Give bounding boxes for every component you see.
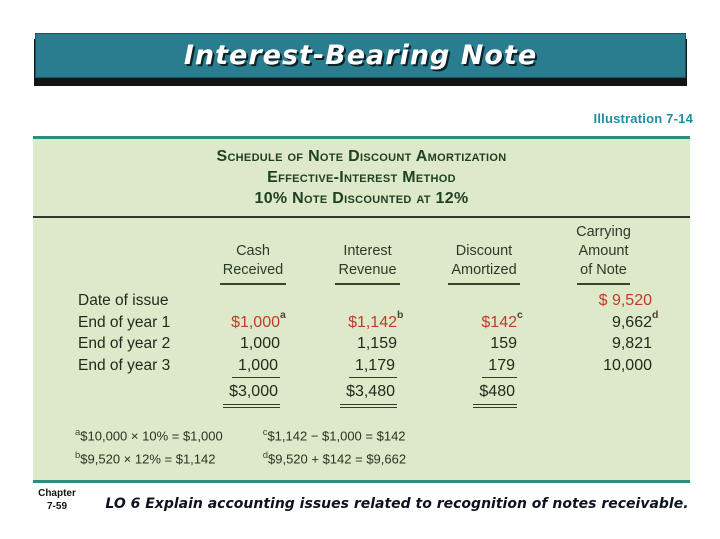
schedule-title-line3: 10% Note Discounted at 12% [254,190,469,207]
header-cash-line1: Cash [236,243,270,259]
table-row [33,333,690,355]
footnote-b [75,446,223,469]
learning-objective: LO 6 Explain accounting issues related to recognition of notes receivable. [105,496,689,512]
footnote-d-marker: d [262,449,268,461]
row-label: End of year 1 [78,313,171,331]
footnote-b-marker: b [75,449,81,461]
interest-value: $1,142 [348,313,397,331]
column-header-row [33,218,690,285]
column-header-discount [408,242,528,285]
header-discount-line1: Discount [455,243,513,259]
table-row [33,290,690,312]
carrying-value: 10,000 [603,356,652,374]
totals-row [33,381,690,408]
slide-title-banner [35,33,686,78]
footnote-a-marker: a [75,426,81,438]
footnote-d [263,446,406,469]
carrying-value: $ 9,520 [598,292,652,309]
discount-total: $480 [473,381,517,408]
chapter-label: Chapter [38,488,76,499]
chapter-badge [33,488,81,513]
schedule-title-line2: Effective-Interest Method [267,169,456,186]
footnote-ref-c: c [517,308,523,321]
footnote-ref-a: a [280,308,286,321]
schedule-body [33,285,690,408]
carrying-value: 9,821 [611,335,652,352]
interest-total: $3,480 [340,381,397,408]
footnote-d-text: $9,520 + $142 = $9,662 [268,451,407,467]
header-discount-line2: Amortized [448,261,519,285]
footnote-c-marker: c [262,426,268,438]
header-carrying-line3: of Note [577,261,630,285]
footnote-ref-d: d [652,308,659,321]
column-header-cash [203,242,291,285]
discount-value: 179 [482,355,517,379]
table-row [33,308,690,334]
footnote-b-text: $9,520 × 12% = $1,142 [80,451,216,467]
header-interest-line2: Revenue [335,261,399,285]
header-carrying-line1: Carrying [576,224,631,240]
interest-value: 1,159 [356,335,397,352]
cash-value: 1,000 [232,355,280,379]
cash-value: $1,000 [231,313,280,331]
footnotes-right-column [263,423,406,470]
header-cash-line2: Received [220,261,286,285]
header-interest-line1: Interest [343,243,392,259]
row-label: End of year 3 [78,356,171,374]
schedule-title-line1: Schedule of Note Discount Amortization [216,148,507,165]
discount-value: $142 [481,313,517,331]
schedule-title [33,146,690,209]
footnotes [75,423,690,470]
cash-total: $3,000 [223,381,280,408]
interest-value: 1,179 [349,355,397,379]
row-label: Date of issue [78,292,169,309]
amortization-schedule-panel [33,136,690,483]
cash-value: 1,000 [239,335,280,352]
table-row [33,355,690,379]
slide-title: Interest-Bearing Note [183,40,538,71]
column-header-carrying [528,223,663,285]
footnotes-left-column [75,423,223,470]
footnote-ref-b: b [397,308,404,321]
footnote-c [263,423,406,446]
row-label: End of year 2 [78,335,171,352]
chapter-number: 7-59 [46,500,67,512]
footnote-a [75,423,223,446]
discount-value: 159 [490,335,517,352]
footnote-c-text: $1,142 − $1,000 = $142 [267,427,406,443]
header-carrying-line2: Amount [578,243,629,259]
illustration-label: Illustration 7-14 [593,111,693,126]
column-header-interest [291,242,408,285]
carrying-value: 9,662 [611,313,652,331]
footnote-a-text: $10,000 × 10% = $1,000 [80,427,223,443]
